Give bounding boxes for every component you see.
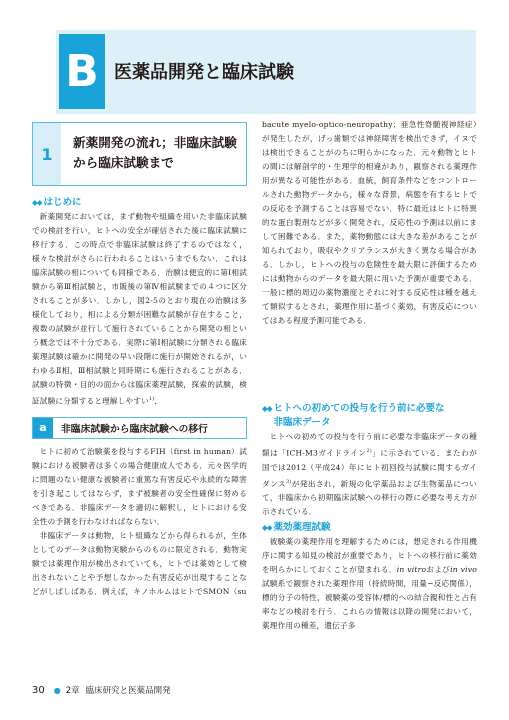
- diamond-bullet-icon: ◆◆: [262, 404, 272, 413]
- page-footer: [32, 684, 171, 696]
- page-number: 30: [32, 684, 45, 696]
- right-column-flow: [262, 118, 477, 633]
- section-title-box: [32, 122, 247, 186]
- footer-chapter-title: 臨床研究と医薬品開発: [85, 686, 171, 696]
- subsection-a-paragraph-1: ヒトに初めて治験薬を投与するFIH（first in human）試験における被験者は多くの場合健康成人である．元々医学的に問題のない健康な被験者に重篤な有害反応や永続的な障害を引き起こしてはならず，まず被験者の安全性確保に努めるべきである．非臨床データを適切に解釈し，ヒトにおける安全性の予測を行わなければならない．: [32, 446, 247, 526]
- dose-paragraph: ヒトへの初めての投与を行う前に必要な非臨床データの種類は「ICH-M3ガイドライン$^{2)}$」に示されている．またわが国では2012（平成24）年にヒト初回投与試験に関するガイダンス$^{3)}$が発出され，新規の化学薬品および生物薬品について，非臨床から初期臨床試験への移行の際に必要な考え方が示されている．: [262, 432, 477, 517]
- chapter-title: 医薬品開発と臨床試験: [114, 62, 294, 83]
- diamond-bullet-icon: ◆◆: [262, 523, 272, 533]
- chapter-letter-badge: B: [59, 34, 105, 109]
- pharmacology-paragraph: 被験薬の薬理作用を理解するためには，想定される作用機序に関する知見の検討が重要であり，ヒトへの移行前に薬効を明らかにしておくことが望まれる．in vitroおよびin vivo試験系で観察された薬理作用（持続時間，用量−反応関係），標的分子の特性，被験薬の受容体/標的への結合親和性と占有率などの検討を行う．これらの情報は以降の開発において，薬理作用の種差，遺伝子多: [262, 537, 478, 631]
- footer-dot-icon: ●: [53, 685, 61, 695]
- subsection-letter: a: [33, 418, 53, 438]
- dose-heading: ◆◆ ヒトへの初めての投与を行う前に必要な 非臨床データ: [262, 403, 445, 428]
- left-column: [32, 118, 247, 599]
- subsection-a-header: [32, 417, 247, 439]
- subsection-a-paragraph-2: 非臨床データは動物，ヒト組織などから得られるが，生体としてのデータは動物実験からのものに限定される．動物実験では薬理作用が検出されていても，ヒトでは薬効として検出されないことや予想しなかった有害反応が出現することなどがしばしばある．例えば，キノホルムはヒトでSMON（su: [32, 530, 247, 596]
- section-title: 新薬開発の流れ；非臨床試験から臨床試験まで: [73, 135, 237, 170]
- right-column-text: bacute myelo-optico-neuropathy；亜急性脊髄視神経症）が発生したが，げっ歯類では神経障害を検出できず，イヌでは検出できることがのちに明らかになった．元々動物とヒトの間には解剖学的・生理学的相違があり，観察される薬理作用が異なる可能性がある．血統，飼育条件などをコントロールされた動物データから，様々な背景，病態を有するヒトでの反応を予測することは容易でない．特に最近はヒトに特異的な蛋白製剤などが多く開発され，反応性の予測は以前にまして困難である．また，薬物動態には大きな差があることが知られており，吸収やクリアランスが大きく異なる場合がある．しかし，ヒトへの投与の危険性を最大限に評価するためには動物からのデータを最大限に用いた予測が重要である．一般に標的周辺の薬物濃度とそれに対する反応性は種を越えて類似するとされ，薬理作用に基づく薬効，有害反応についてはある程度予測可能である．: [262, 120, 477, 325]
- section-number: 1: [33, 123, 61, 185]
- intro-heading: ◆◆ はじめに: [32, 197, 82, 208]
- pharmacology-heading: ◆◆ 薬効薬理試験: [262, 522, 331, 534]
- footer-chapter: 2章: [65, 686, 80, 696]
- intro-paragraph: 新薬開発においては，まず動物や組織を用いた非臨床試験での検討を行い，ヒトへの安全が確信された後に臨床試験に移行する．この時点で非臨床試験は終了するのではなく，様々な検討がさらに行われることはいうまでもない．これは臨床試験の相についても同様である．治験は便宜的に第Ⅰ相試験から第Ⅲ相試験と，市販後の第Ⅳ相試験までの４つに区分されることが多い．しかし，図2-5のとおり現在の治験は多様化しており，相による分類が困難な試験が存在すること，複数の試験が並行して施行されていることから開発の相という概念では不十分である．実際に第Ⅰ相試験に分類される臨床薬理試験は確かに開発の早い段階に施行が開始されるが，いわゆるⅡ相，Ⅲ相試験と同時期にも施行されることがある．試験の特徴・目的の面からは臨床薬理試験，探索的試験，検証試験に分類すると理解しやすい$^{1)}$．: [32, 212, 247, 406]
- diamond-bullet-icon: ◆◆: [32, 198, 42, 207]
- subsection-title: 非臨床試験から臨床試験への移行: [61, 423, 208, 435]
